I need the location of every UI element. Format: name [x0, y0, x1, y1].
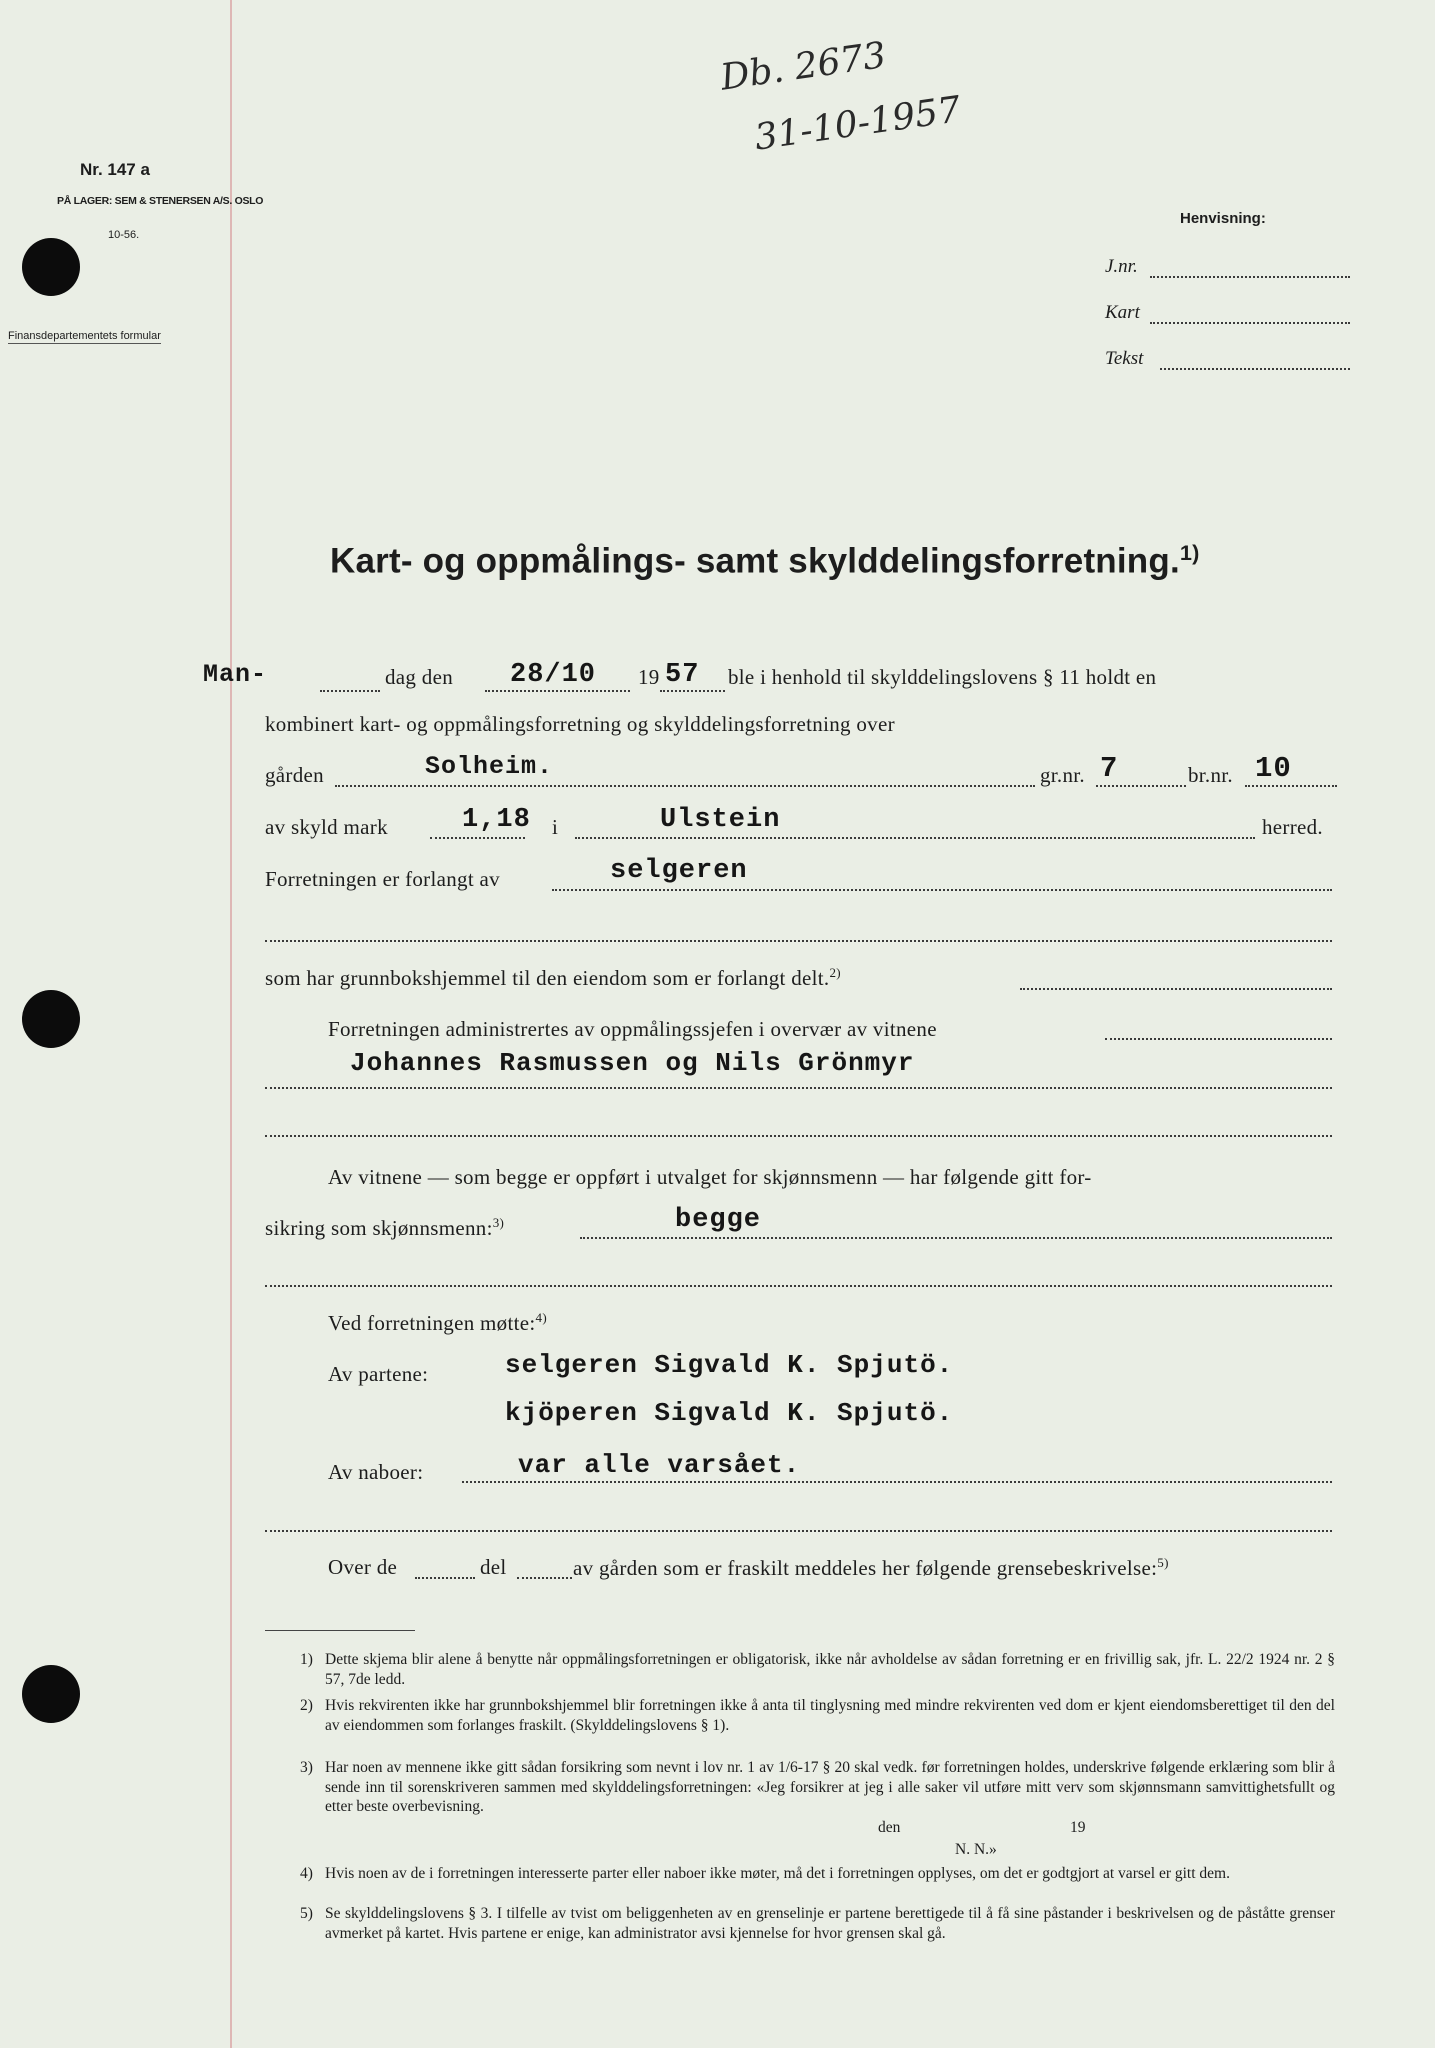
- neighbours-status: var alle varsået.: [518, 1450, 801, 1480]
- footnote-2: Hvis rekvirenten ikke har grunnbokshjemmel blir forretningen ikke å anta til tinglysning med mindre rekvirenten ved dom er kjent eiendomsberettiget til den del av eiendommen som forlanges fraskilt. (Skylddelingslovens § 1).: [325, 1697, 1335, 1734]
- dotted-line: [430, 837, 525, 839]
- tekst-field: [1160, 368, 1350, 370]
- punch-hole-top: [22, 238, 80, 296]
- punch-hole-middle: [22, 990, 80, 1048]
- parties-label: Av partene:: [328, 1362, 429, 1386]
- ministry-label: Finansdepartementets formular: [8, 330, 161, 342]
- dotted-line: [320, 690, 380, 692]
- herred-label: herred.: [1262, 815, 1323, 839]
- dotted-line: [517, 1577, 572, 1579]
- dotted-line: [1105, 1038, 1332, 1040]
- footnote-3: Har noen av mennene ikke gitt sådan forsikring som nevnt i lov nr. 1 av 1/6-17 § 20 skal vedk. før forretningen holdes, underskrive følgende erklæring som blir å sende inn til sorenskriveren sammen med skylddelingsforretningen: «Jeg forsikrer at jeg i alle saker vil utføre mitt verv som skjønnsmann samvittighetsfullt og etter beste overbevisning.: [325, 1759, 1335, 1815]
- skyld-value: 1,18: [462, 805, 531, 835]
- witness-names: Johannes Rasmussen og Nils Grönmyr: [350, 1048, 915, 1078]
- jnr-label: J.nr.: [1105, 256, 1138, 277]
- herred-name: Ulstein: [660, 805, 781, 835]
- year-suffix: 57: [665, 660, 700, 690]
- dotted-line: [265, 1087, 1332, 1089]
- kart-field: [1150, 322, 1350, 324]
- vitner-text-line2: sikring som skjønnsmenn:$^{3)}$: [265, 1215, 505, 1240]
- dotted-line: [265, 1530, 1332, 1532]
- dotted-line: [660, 690, 725, 692]
- dotted-line: [1245, 785, 1337, 787]
- dotted-line: [485, 690, 630, 692]
- over-de-label: Over de: [328, 1555, 398, 1579]
- intro-text: ble i henhold til skylddelingslovens § 11 holdt en: [728, 665, 1157, 689]
- footnote-separator: [265, 1630, 415, 1631]
- declaration-den: den: [878, 1819, 901, 1836]
- boundary-text: av gården som er fraskilt meddeles her følgende grensebeskrivelse:$^{5)}$: [573, 1555, 1169, 1580]
- kombinert-text: kombinert kart- og oppmålingsforretning og skylddelingsforretning over: [265, 712, 895, 736]
- margin-rule: [230, 0, 232, 2048]
- jnr-field: [1150, 276, 1350, 278]
- footnote-5-mark: 5): [300, 1905, 313, 1922]
- meeting-date: 28/10: [510, 660, 597, 690]
- skyld-label: av skyld mark: [265, 815, 388, 839]
- tekst-label: Tekst: [1105, 348, 1144, 369]
- dotted-line: [265, 1285, 1332, 1287]
- dotted-line: [335, 785, 1035, 787]
- dotted-line: [265, 940, 1332, 942]
- sworn-witnesses: begge: [675, 1205, 762, 1235]
- document-title: Kart- og oppmålings- samt skylddelingsforretning.$^{1)}$: [330, 540, 1200, 581]
- record-date-handwritten: 31-10-1957: [752, 89, 964, 159]
- declaration-year: 19: [1070, 1819, 1086, 1836]
- footnote-2-mark: 2): [300, 1697, 313, 1714]
- dotted-line: [415, 1577, 475, 1579]
- footnote-4: Hvis noen av de i forretningen interesserte parter eller naboer ikke møter, må det i forretningen opplyses, om det er godtgjort at varsel er gitt dem.: [325, 1865, 1230, 1882]
- footnote-1-mark: 1): [300, 1651, 313, 1668]
- form-edition: 10-56.: [108, 229, 140, 241]
- brnr-value: 10: [1255, 752, 1292, 785]
- party-buyer: kjöperen Sigvald K. Spjutö.: [505, 1398, 954, 1428]
- printer-label: PÅ LAGER: SEM & STENERSEN A/S. OSLO: [57, 195, 264, 207]
- neighbours-label: Av naboer:: [328, 1460, 424, 1484]
- dotted-line: [265, 1135, 1332, 1137]
- grnr-label: gr.nr.: [1040, 763, 1085, 787]
- grnr-value: 7: [1100, 752, 1119, 785]
- dotted-line: [575, 837, 1255, 839]
- weekday-prefix: Man-: [203, 660, 268, 689]
- admin-text: Forretningen administrertes av oppmålingssjefen i overvær av vitnene: [328, 1017, 937, 1041]
- brnr-label: br.nr.: [1188, 763, 1233, 787]
- vitner-text-line1: Av vitnene — som begge er oppført i utvalget for skjønnsmenn — har følgende gitt for-: [328, 1165, 1092, 1189]
- form-number: Nr. 147 a: [80, 160, 150, 179]
- dotted-line: [1096, 785, 1186, 787]
- footnote-1: Dette skjema blir alene å benytte når oppmålingsforretningen er obligatorisk, ikke når avholdelse av sådan forretning er en frivillig sak, jfr. L. 22/2 1924 nr. 2 § 57, 7de ledd.: [325, 1651, 1335, 1688]
- farm-name: Solheim.: [425, 752, 554, 781]
- year-prefix: 19: [638, 665, 660, 689]
- attended-label: Ved forretningen møtte:$^{4)}$: [328, 1310, 547, 1335]
- dag-den-label: dag den: [385, 665, 453, 689]
- dotted-line: [462, 1481, 1332, 1483]
- dotted-line: [552, 889, 1332, 891]
- reference-heading: Henvisning:: [1180, 210, 1266, 227]
- i-label: i: [552, 815, 559, 839]
- punch-hole-bottom: [22, 1665, 80, 1723]
- footnote-4-mark: 4): [300, 1865, 313, 1882]
- record-number-handwritten: Db. 2673: [718, 34, 889, 99]
- footnote-3-mark: 3): [300, 1759, 313, 1776]
- requested-label: Forretningen er forlangt av: [265, 867, 500, 891]
- dotted-line: [1020, 988, 1332, 990]
- farm-label: gården: [265, 763, 324, 787]
- footnote-5: Se skylddelingslovens § 3. I tilfelle av tvist om beliggenheten av en grenselinje er partene berettigede til å få sine påstander i beskrivelsen og de påståtte grenser avmerket på kartet. Hvis partene er enige, kan administrator avsi kjennelse for hvor grensen skal gå.: [325, 1905, 1335, 1942]
- party-seller: selgeren Sigvald K. Spjutö.: [505, 1350, 954, 1380]
- declaration-signature: N. N.»: [955, 1841, 997, 1858]
- hjemmel-text: som har grunnbokshjemmel til den eiendom som er forlangt delt.$^{2)}$: [265, 965, 841, 990]
- requested-by: selgeren: [610, 856, 748, 886]
- kart-label: Kart: [1105, 302, 1140, 323]
- del-label: del: [480, 1555, 507, 1579]
- dotted-line: [580, 1237, 1332, 1239]
